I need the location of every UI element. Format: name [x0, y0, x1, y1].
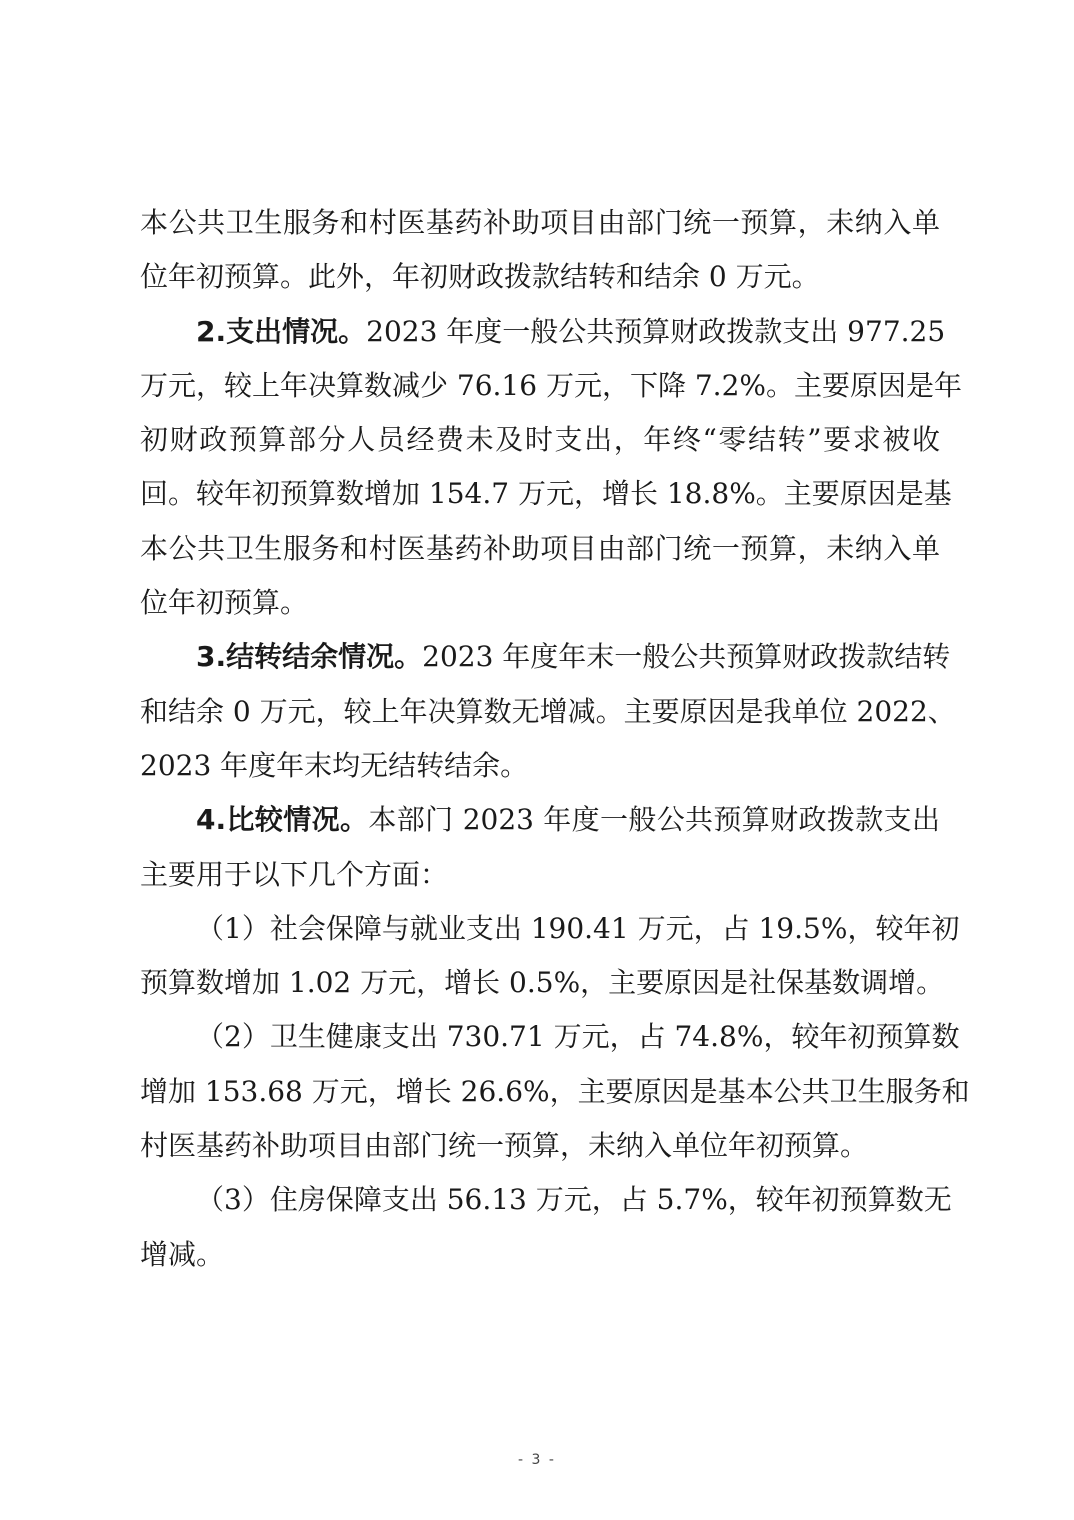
- text-run: 本部门 2023 年度一般公共预算财政拨款支出: [368, 803, 940, 837]
- text-line: 增减。: [140, 1237, 225, 1271]
- text-line: 本公共卫生服务和村医基药补助项目由部门统一预算，未纳入单: [140, 531, 940, 565]
- text-line: 万元，较上年决算数减少 76.16 万元，下降 7.2%。主要原因是年: [140, 368, 962, 402]
- paragraph-continuation: [140, 196, 940, 305]
- text-line: [140, 305, 946, 359]
- paragraph-comparison: [140, 793, 940, 902]
- paragraph-expenditure: [140, 305, 962, 631]
- text-line: 和结余 0 万元，较上年决算数无增减。主要原因是我单位 2022、: [140, 694, 956, 728]
- text-line: （2）卫生健康支出 730.71 万元，占 74.8%，较年初预算数: [196, 1020, 960, 1054]
- page-number: - 3 -: [518, 1452, 556, 1468]
- section-heading: 3.结转结余情况。: [196, 640, 423, 674]
- section-heading: 4.比较情况。: [196, 803, 369, 837]
- text-line: （3）住房保障支出 56.13 万元，占 5.7%，较年初预算数无: [196, 1183, 952, 1217]
- text-line: [140, 793, 940, 847]
- text-line: 回。较年初预算数增加 154.7 万元，增长 18.8%。主要原因是基: [140, 477, 952, 511]
- text-line: 本公共卫生服务和村医基药补助项目由部门统一预算，未纳入单: [140, 206, 940, 239]
- text-line: 增加 153.68 万元，增长 26.6%，主要原因是基本公共卫生服务和: [140, 1074, 970, 1108]
- text-line: [140, 630, 951, 684]
- paragraph-carryover: [140, 630, 956, 793]
- section-heading: 2.支出情况。: [196, 314, 367, 348]
- list-item-housing: [140, 1173, 952, 1282]
- text-line: 预算数增加 1.02 万元，增长 0.5%，主要原因是社保基数调增。: [140, 966, 945, 1000]
- text-run: 2023 年度一般公共预算财政拨款支出 977.25: [366, 314, 946, 348]
- text-line: 村医基药补助项目由部门统一预算，未纳入单位年初预算。: [140, 1129, 869, 1163]
- text-line: 位年初预算。此外，年初财政拨款结转和结余 0 万元。: [140, 260, 820, 294]
- text-line: 位年初预算。: [140, 586, 309, 620]
- text-line: 主要用于以下几个方面：: [140, 857, 449, 891]
- document-body: [140, 196, 970, 1282]
- text-line: 2023 年度年末均无结转结余。: [140, 748, 529, 782]
- text-line: （1）社会保障与就业支出 190.41 万元，占 19.5%，较年初: [196, 911, 960, 945]
- text-run: 2023 年度年末一般公共预算财政拨款结转: [422, 640, 951, 674]
- text-line: 初财政预算部分人员经费未及时支出，年终“零结转”要求被收: [140, 423, 940, 457]
- list-item-health: [140, 1010, 970, 1173]
- list-item-social-security: [140, 902, 960, 1011]
